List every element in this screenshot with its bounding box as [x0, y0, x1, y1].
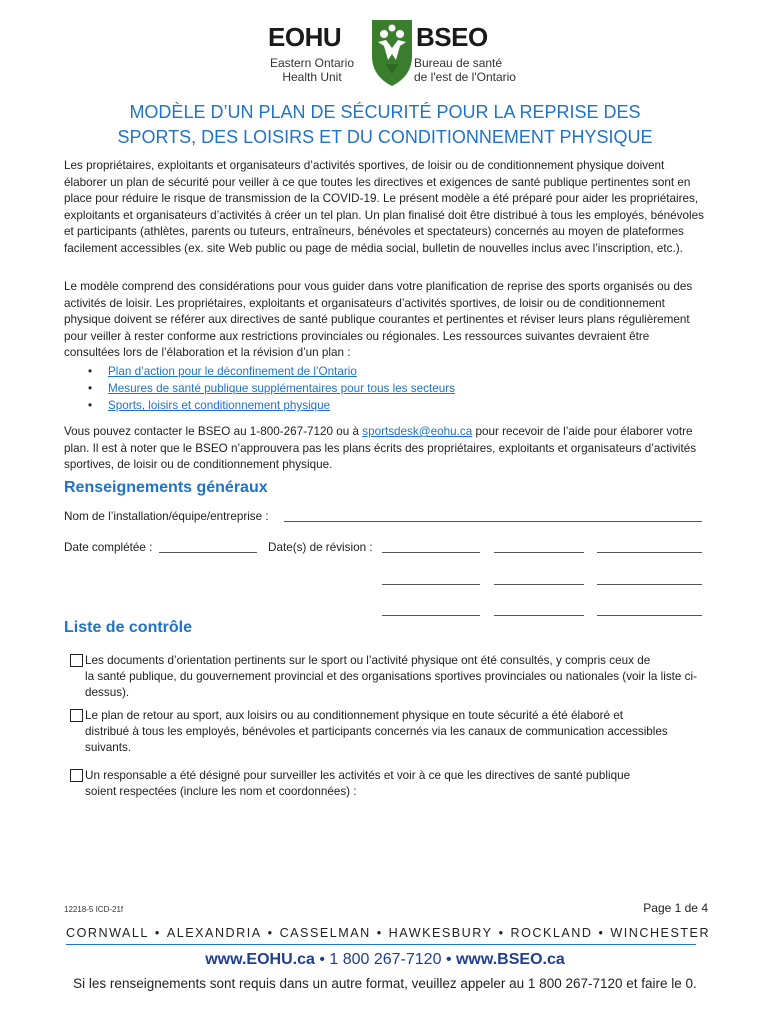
maple-people-icon [366, 16, 418, 88]
sportsdesk-email-link[interactable]: sportsdesk@eohu.ca [362, 425, 473, 438]
checkbox[interactable] [70, 769, 83, 782]
logo-fr-subtitle: Bureau de santé de l'est de l'Ontario [414, 56, 516, 84]
page-number: Page 1 de 4 [643, 901, 708, 915]
logo-bseo-text: BSEO [416, 22, 488, 52]
list-item [88, 363, 455, 380]
office-cities: CORNWALL • ALEXANDRIA • CASSELMAN • HAWKESBURY • ROCKLAND • WINCHESTER [66, 926, 711, 940]
facility-name-label: Nom de l’installation/équipe/entreprise : [64, 510, 269, 523]
checklist-item-guidance: Les documents d’orientation pertinents sur le sport ou l’activité physique ont été consultés, y compris ceux de la santé publique, du gouvernement provincial et des organisations sportives provinciales ou nationales (voir la liste ci-dessus). [70, 653, 710, 701]
checkbox[interactable] [70, 709, 83, 722]
link-deconfinement-plan[interactable]: Plan d’action pour le déconfinement de l’Ontario [108, 365, 357, 378]
facility-name-field[interactable] [284, 521, 702, 522]
footer-contact: www.EOHU.ca • 1 800 267-7120 • www.BSEO.ca [205, 951, 565, 968]
revision-date-field[interactable] [382, 552, 480, 553]
city-name: CASSELMAN [279, 926, 371, 940]
revision-date-field[interactable] [494, 615, 584, 616]
resource-links-list [88, 363, 455, 414]
general-info-heading: Renseignements généraux [64, 479, 268, 496]
revision-date-field[interactable] [494, 584, 584, 585]
website-en[interactable]: www.EOHU.ca [205, 951, 315, 968]
alt-format-notice: Si les renseignements sont requis dans un autre format, veuillez appeler au 1 800 267-7120 et faire le 0. [73, 976, 697, 991]
website-fr[interactable]: www.BSEO.ca [455, 951, 565, 968]
list-item [88, 380, 455, 397]
footer-divider [66, 944, 696, 945]
link-sports-recreation[interactable]: Sports, loisirs et conditionnement physique [108, 399, 331, 412]
checklist-item-plan-distributed: Le plan de retour au sport, aux loisirs ou au conditionnement physique en toute sécurité a été élaboré et distribué à tous les employés, bénévoles et participants concernés via les canaux de communication accessibles suivants. [70, 708, 710, 756]
phone-number: 1 800 267-7120 [329, 951, 442, 968]
revision-dates-label: Date(s) de révision : [268, 541, 373, 554]
revision-date-field[interactable] [597, 584, 702, 585]
city-name: CORNWALL [66, 926, 149, 940]
intro-paragraph-1: Les propriétaires, exploitants et organisateurs d’activités sportives, de loisir ou de conditionnement physique doivent élaborer un plan de sécurité pour veiller à ce que toutes les directives et exigences de santé publique pertinentes sont en place pour réduire le risque de transmission de la COVID-19. Le présent modèle a été préparé pour aider les propriétaires, exploitants et organisateurs d’activités à créer un tel plan. Un plan finalisé doit être distribué à tous les employés, bénévoles et participants (athlètes, parents ou tuteurs, entraîneurs, bénévoles et spectateurs) concernés au moyen de plateformes facilement accessibles (ex. site Web public ou page de média social, bulletin de nouvelles inclus avec l’inscription, etc.). [64, 159, 704, 255]
checklist-heading: Liste de contrôle [64, 619, 193, 636]
eohu-bseo-logo [262, 16, 522, 88]
checkbox[interactable] [70, 654, 83, 667]
city-name: WINCHESTER [610, 926, 711, 940]
contact-paragraph: Vous pouvez contacter le BSEO au 1-800-267-7120 ou à sportsdesk@eohu.ca pour recevoir de l’aide pour élaborer votre plan. Il est à noter que le BSEO n’approuvera pas les plans écrits des propriétaires, exploitants et organisateurs d’activités sportives, de loisir ou de conditionnement physique. [64, 425, 697, 471]
link-public-health-measures[interactable]: Mesures de santé publique supplémentaires pour tous les secteurs [108, 382, 455, 395]
date-completed-field[interactable] [159, 552, 257, 553]
intro-paragraph-2: Le modèle comprend des considérations pour vous guider dans votre planification de reprise des sports organisés ou des activités de loisir. Les propriétaires, exploitants et organisateurs d’activités sportives, de loisir ou de conditionnement physique doivent se référer aux directives de santé publique courantes et pertinentes et réviser leurs plans régulièrement pour veiller à rester conforme aux restrictions provinciales ou régionales. Les ressources suivantes devraient être consultées lors de l’élaboration et la révision d’un plan : [64, 280, 693, 359]
city-name: ROCKLAND [510, 926, 593, 940]
form-code: 12218-5 ICD-21f [64, 905, 124, 914]
revision-date-field[interactable] [597, 615, 702, 616]
list-item [88, 397, 455, 414]
document-title: MODÈLE D’UN PLAN DE SÉCURITÉ POUR LA REPRISE DES SPORTS, DES LOISIRS ET DU CONDITIONNEMENT PHYSIQUE [117, 102, 653, 147]
revision-date-field[interactable] [382, 615, 480, 616]
logo-en-subtitle: Eastern Ontario Health Unit [269, 56, 355, 84]
revision-date-field[interactable] [382, 584, 480, 585]
date-completed-label: Date complétée : [64, 541, 153, 554]
city-name: ALEXANDRIA [166, 926, 262, 940]
checklist-item-supervisor: Un responsable a été désigné pour surveiller les activités et voir à ce que les directives de santé publique soient respectées (inclure les nom et coordonnées) : [70, 768, 710, 800]
revision-date-field[interactable] [597, 552, 702, 553]
revision-date-field[interactable] [494, 552, 584, 553]
city-name: HAWKESBURY [388, 926, 493, 940]
logo-eohu-text: EOHU [268, 22, 342, 52]
